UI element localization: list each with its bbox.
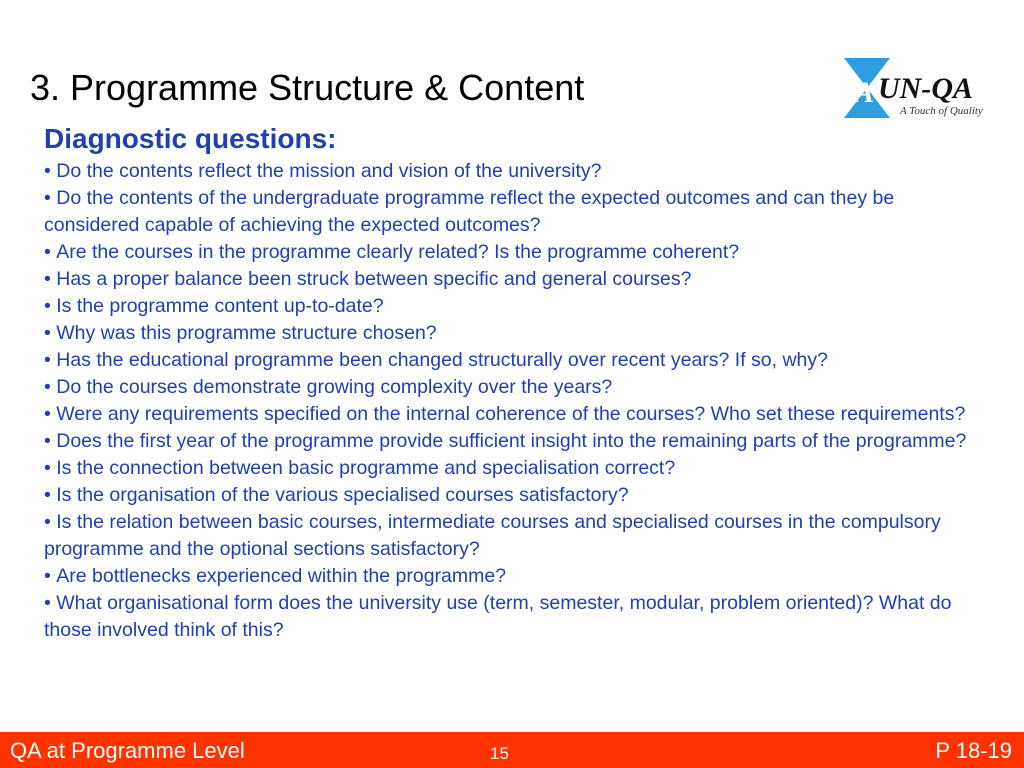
logo-letter-a: A <box>854 76 875 109</box>
question-item: • Do the contents reflect the mission and vision of the university? <box>44 158 984 185</box>
question-item: • Why was this programme structure chosen? <box>44 320 984 347</box>
page-number: 15 <box>490 744 509 763</box>
question-list <box>44 158 984 644</box>
question-item: • Does the first year of the programme provide sufficient insight into the remaining parts of the programme? <box>44 428 984 455</box>
logo-wordmark: UN-QA <box>878 72 973 105</box>
question-item: • Do the contents of the undergraduate programme reflect the expected outcomes and can they be considered capable of achieving the expected outcomes? <box>44 185 984 239</box>
question-item: • What organisational form does the university use (term, semester, modular, problem oriented)? What do those involved think of this? <box>44 590 984 644</box>
footer-section-label: QA at Programme Level <box>10 738 245 763</box>
slide-title: 3. Programme Structure & Content <box>30 67 585 108</box>
question-item: • Are bottlenecks experienced within the programme? <box>44 563 984 590</box>
slide-content <box>44 122 984 644</box>
question-item: • Has the educational programme been changed structurally over recent years? If so, why? <box>44 347 984 374</box>
logo-tagline: A Touch of Quality <box>900 105 983 117</box>
question-item: • Is the organisation of the various specialised courses satisfactory? <box>44 482 984 509</box>
question-item: • Is the relation between basic courses, intermediate courses and specialised courses in the compulsory programme and the optional sections satisfactory? <box>44 509 984 563</box>
question-item: • Is the connection between basic programme and specialisation correct? <box>44 455 984 482</box>
question-item: • Were any requirements specified on the internal coherence of the courses? Who set these requirements? <box>44 401 984 428</box>
footer-bar <box>0 732 1024 768</box>
question-item: • Has a proper balance been struck between specific and general courses? <box>44 266 984 293</box>
question-item: • Are the courses in the programme clearly related? Is the programme coherent? <box>44 239 984 266</box>
aun-qa-logo <box>840 58 1000 120</box>
question-item: • Do the courses demonstrate growing complexity over the years? <box>44 374 984 401</box>
question-item: • Is the programme content up-to-date? <box>44 293 984 320</box>
diagnostic-questions-heading: Diagnostic questions: <box>44 123 337 154</box>
footer-page-reference: P 18-19 <box>935 738 1012 763</box>
aun-qa-logo-graphic <box>840 58 1000 120</box>
